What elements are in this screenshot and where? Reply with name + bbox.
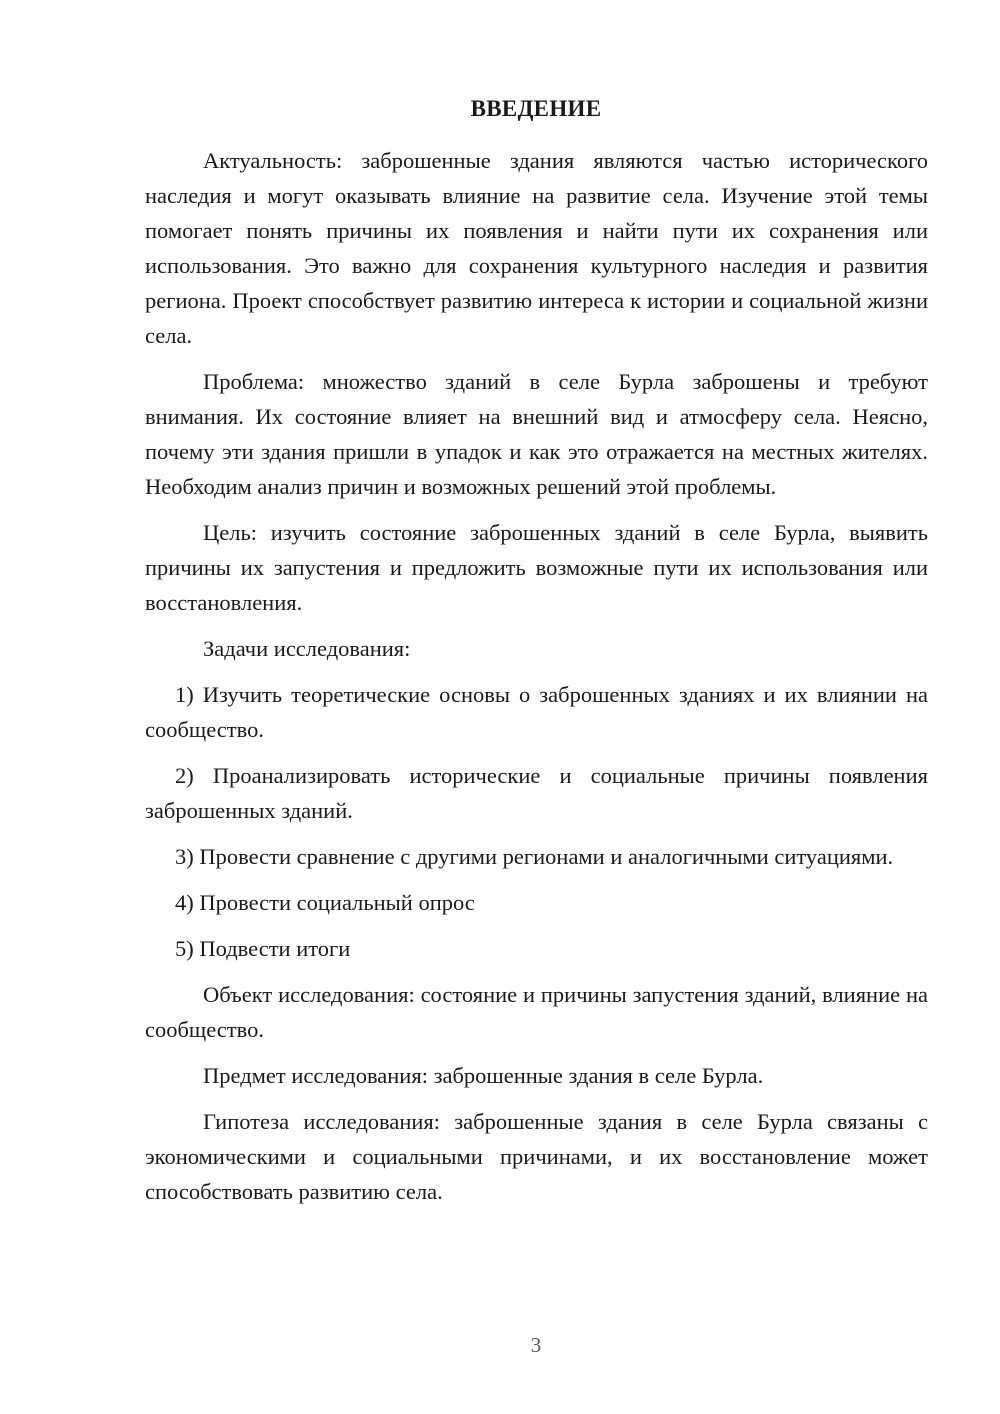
hypothesis-paragraph: Гипотеза исследования: заброшенные здания в селе Бурла связаны с экономическими и социальными причинами, и их восстановление может способствовать развитию села. (145, 1109, 928, 1204)
page-number: 3 (530, 1333, 542, 1357)
tasks-heading: Задачи исследования: (203, 636, 411, 661)
goal-paragraph: Цель: изучить состояние заброшенных зданий в селе Бурла, выявить причины их запустения и предложить возможные пути их использования или восстановления. (145, 520, 928, 615)
task-item-2: 2) Проанализировать исторические и социальные причины появления заброшенных зданий. (145, 763, 928, 823)
section-title: ВВЕДЕНИЕ (470, 96, 602, 121)
document-body (145, 143, 928, 1209)
problem-paragraph: Проблема: множество зданий в селе Бурла заброшены и требуют внимания. Их состояние влияет на внешний вид и атмосферу села. Неясно, почему эти здания пришли в упадок и как это отражается на местных жителях. Необходим анализ причин и возможных решений этой проблемы. (145, 369, 928, 499)
object-paragraph: Объект исследования: состояние и причины запустения зданий, влияние на сообщество. (145, 982, 928, 1042)
task-item-3: 3) Провести сравнение с другими регионами и аналогичными ситуациями. (175, 844, 894, 869)
relevance-paragraph: Актуальность: заброшенные здания являются частью исторического наследия и могут оказывать влияние на развитие села. Изучение этой темы помогает понять причины их появления и найти пути их сохранения или использования. Это важно для сохранения культурного наследия и развития региона. Проект способствует развитию интереса к истории и социальной жизни села. (145, 148, 928, 348)
task-item-1: 1) Изучить теоретические основы о заброшенных зданиях и их влиянии на сообщество. (145, 682, 928, 742)
task-item-4: 4) Провести социальный опрос (175, 890, 475, 915)
task-item-5: 5) Подвести итоги (175, 936, 351, 961)
subject-paragraph: Предмет исследования: заброшенные здания в селе Бурла. (203, 1063, 764, 1088)
